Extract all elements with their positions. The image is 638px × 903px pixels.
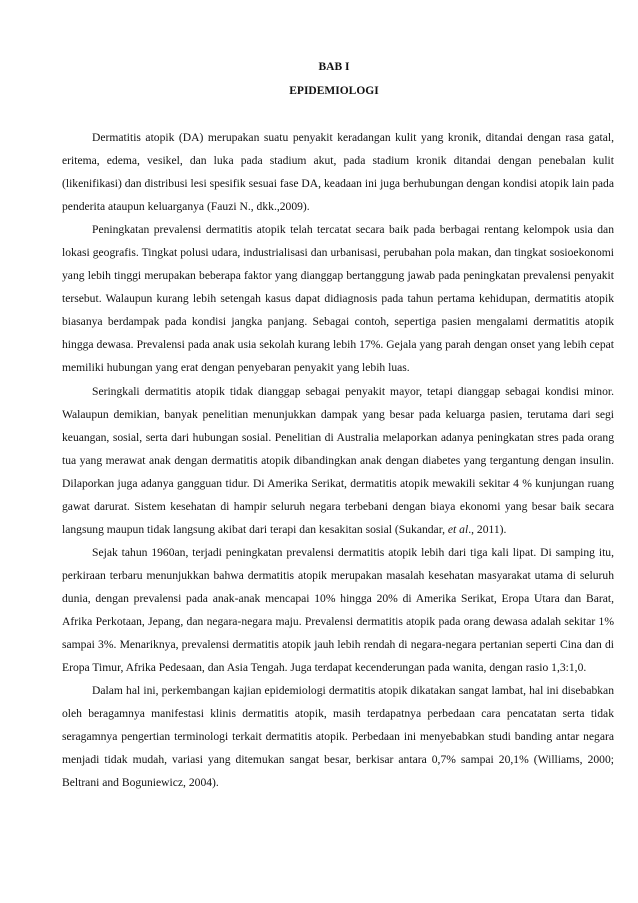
paragraph-impact-tail: ., 2011). (468, 522, 507, 536)
paragraph-prevalence: Peningkatan prevalensi dermatitis atopik telah tercatat secara baik pada berbagai rentang kelompok usia dan lokasi geografis. Tingkat polusi udara, industrialisasi dan urbanisasi, perubahan pola makan, dan tingkat sosioekonomi yang lebih tinggi merupakan beberapa faktor yang dianggap bertanggung jawab pada peningkatan prevalensi penyakit tersebut. Walaupun kurang lebih setengah kasus dapat didiagnosis pada tahun pertama kehidupan, dermatitis atopik biasanya berdampak pada kondisi jangka panjang. Sebagai contoh, sepertiga pasien mengalami dermatitis atopik hingga dewasa. Prevalensi pada anak usia sekolah kurang lebih 17%. Gejala yang parah dengan onset yang lebih cepat memiliki hubungan yang erat dengan penyebaran penyakit yang lebih luas. (62, 223, 614, 375)
chapter-heading: BAB I (318, 61, 350, 73)
paragraph-definition: Dermatitis atopik (DA) merupakan suatu penyakit keradangan kulit yang kronik, ditandai dengan rasa gatal, eritema, edema, vesikel, dan luka pada stadium akut, pada stadium kronik ditandai dengan penebalan kulit (likenifikasi) dan distribusi lesi spesifik sesuai fase DA, keadaan ini juga berhubungan dengan kondisi atopik lain pada penderita ataupun keluarganya (Fauzi N., dkk.,2009). (62, 131, 614, 214)
chapter-title: EPIDEMIOLOGI (289, 85, 379, 97)
paragraph-impact-italic: et al (447, 522, 469, 536)
paragraph-study: Dalam hal ini, perkembangan kajian epidemiologi dermatitis atopik dikatakan sangat lambat, hal ini disebabkan oleh beragamnya manifestasi klinis dermatitis atopik, masih terdapatnya perbedaan cara pencatatan serta tidak seragamnya pengertian terminologi terkait dermatitis atopik. Perbedaan ini menyebabkan studi banding antar negara menjadi tidak mudah, variasi yang ditemukan sangat besar, berkisar antara 0,7% sampai 20,1% (Williams, 2000; Beltrani and Boguniewicz, 2004). (62, 684, 614, 790)
paragraph-impact-text: Seringkali dermatitis atopik tidak dianggap sebagai penyakit mayor, tetapi dianggap sebagai kondisi minor. Walaupun demikian, banyak penelitian menunjukkan dampak yang besar pada keluarga pasien, terutama dari segi keuangan, sosial, serta dari hubungan sosial. Penelitian di Australia melaporkan adanya peningkatan stres pada orang tua yang merawat anak dengan dermatitis atopik dibandingkan anak dengan diabetes yang tergantung dengan insulin. Dilaporkan juga adanya gangguan tidur. Di Amerika Serikat, dermatitis atopik mewakili sekitar 4 % kunjungan ruang gawat darurat. Sistem kesehatan di hampir seluruh negara terbebani dengan biaya ekonomi yang besar baik secara langsung maupun tidak langsung akibat dari terapi dan kesakitan sosial (Sukandar, (62, 384, 614, 536)
document-body (62, 126, 614, 794)
paragraph-impact (62, 380, 614, 541)
paragraph-trend: Sejak tahun 1960an, terjadi peningkatan prevalensi dermatitis atopik lebih dari tiga kali lipat. Di samping itu, perkiraan terbaru menunjukkan bahwa dermatitis atopik merupakan masalah kesehatan masyarakat utama di seluruh dunia, dengan prevalensi pada anak-anak mencapai 10% hingga 20% di Amerika Serikat, Eropa Utara dan Barat, Afrika Perkotaan, Jepang, dan negara-negara maju. Prevalensi dermatitis atopik pada orang dewasa adalah sekitar 1% sampai 3%. Menariknya, prevalensi dermatitis atopik jauh lebih rendah di negara-negara pertanian seperti Cina dan di Eropa Timur, Afrika Pedesaan, dan Asia Tengah. Juga terdapat kecenderungan pada wanita, dengan rasio 1,3:1,0. (62, 545, 614, 675)
